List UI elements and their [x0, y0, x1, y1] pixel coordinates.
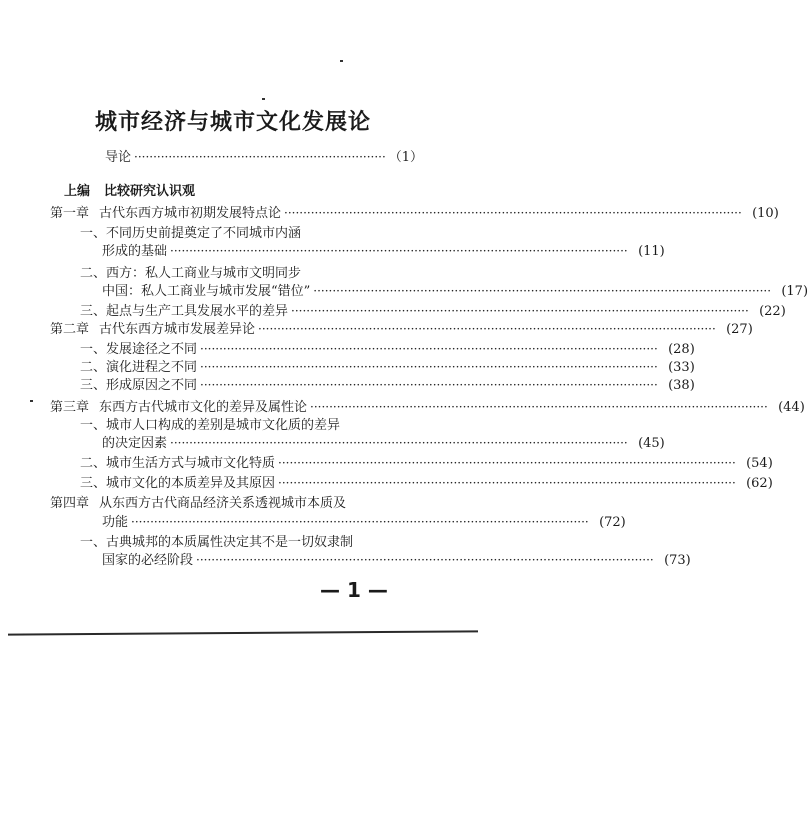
toc-leader-dots: ························································································································ — [278, 476, 736, 490]
toc-entry-number: 第三章 — [50, 400, 90, 415]
toc-entry-title: 古典城邦的本质属性决定其不是一切奴隶制 — [106, 535, 354, 550]
toc-intro-row — [105, 146, 424, 165]
toc-entry-title: 形成原因之不同 — [106, 378, 198, 393]
toc-intro-page: （1） — [388, 150, 424, 165]
toc-entry-page: (28) — [668, 342, 695, 357]
toc-entry-title: 中国：私人工商业与城市发展“错位” — [102, 284, 311, 299]
toc-entry-page: (54) — [746, 456, 773, 471]
section-heading — [64, 180, 195, 199]
toc-entry-number: 一、 — [80, 226, 107, 241]
toc-chapter-row — [50, 396, 805, 415]
toc-chapter-row — [50, 202, 779, 221]
toc-section-row — [102, 280, 808, 299]
toc-entry-title: 从东西方古代商品经济关系透视城市本质及 — [99, 496, 347, 511]
toc-entry-title: 城市人口构成的差别是城市文化质的差异 — [106, 418, 341, 433]
toc-entry-number: 二、 — [80, 360, 107, 375]
toc-entry-number: 第四章 — [50, 496, 90, 511]
toc-entry-number: 三、 — [80, 476, 107, 491]
toc-section-row — [80, 356, 695, 375]
toc-leader-dots: ························································································································ — [278, 456, 736, 470]
toc-leader-dots: ························································································································ — [200, 342, 658, 356]
toc-section-row — [80, 262, 385, 280]
toc-section-row — [102, 432, 665, 451]
toc-entry-title: 城市文化的本质差异及其原因 — [106, 476, 276, 491]
toc-section-row — [102, 549, 691, 568]
toc-entry-title: 城市生活方式与城市文化特质 — [106, 456, 276, 471]
toc-leader-dots: ························································································································ — [313, 284, 772, 298]
toc-entry-number: 三、 — [80, 304, 107, 319]
toc-entry-title: 发展途径之不同 — [106, 342, 198, 357]
toc-entry-title: 不同历史前提奠定了不同城市内涵 — [106, 226, 302, 241]
toc-entry-title: 起点与生产工具发展水平的差异 — [106, 304, 289, 319]
toc-leader-dots: ························································································································ — [170, 244, 628, 258]
toc-leader-dots: ························································································································ — [310, 400, 768, 414]
toc-entry-title: 东西方古代城市文化的差异及属性论 — [99, 400, 308, 415]
toc-leader-dots: ························································································································ — [131, 515, 589, 529]
toc-entry-number: 一、 — [80, 418, 107, 433]
toc-entry-number: 二、 — [80, 456, 107, 471]
toc-entry-page: (72) — [599, 515, 626, 530]
toc-entry-title: 西方：私人工商业与城市文明同步 — [106, 266, 302, 281]
toc-leader-dots: ························································································································ — [291, 304, 749, 318]
toc-section-row — [80, 374, 695, 393]
toc-section-row — [102, 511, 626, 530]
section-name: 比较研究认识观 — [104, 184, 196, 199]
toc-entry-page: (10) — [752, 206, 779, 221]
book-title: 城市经济与城市文化发展论 — [95, 109, 372, 135]
toc-entry-page: (38) — [668, 378, 695, 393]
toc-entry-number: 三、 — [80, 378, 107, 393]
toc-leader-dots: ························································································································ — [284, 206, 742, 220]
toc-intro-label: 导论 — [105, 150, 132, 165]
toc-entry-page: (17) — [781, 284, 808, 299]
toc-entry-page: (44) — [778, 400, 805, 415]
toc-section-row — [80, 338, 695, 357]
toc-leader-dots: ························································································································ — [258, 322, 716, 336]
toc-entry-title: 古代东西方城市发展差异论 — [99, 322, 256, 337]
toc-section-row — [80, 414, 385, 432]
toc-section-row — [102, 240, 665, 259]
toc-entry-number: 第一章 — [50, 206, 90, 221]
section-part: 上编 — [64, 184, 91, 199]
scan-speck — [262, 98, 265, 100]
toc-entry-page: (73) — [664, 553, 691, 568]
toc-leader-dots: ························································································································ — [196, 553, 654, 567]
toc-entry-page: (33) — [668, 360, 695, 375]
toc-leader-dots: ························································································································ — [200, 378, 658, 392]
toc-section-row — [80, 452, 773, 471]
toc-entry-page: (62) — [746, 476, 773, 491]
toc-entry-title: 形成的基础 — [102, 244, 168, 259]
toc-chapter-row — [50, 492, 385, 510]
toc-entry-title: 功能 — [102, 515, 129, 530]
toc-chapter-row — [50, 318, 753, 337]
toc-section-row — [80, 472, 773, 491]
toc-leader-dots: ························································································································ — [170, 436, 628, 450]
toc-entry-page: (22) — [759, 304, 786, 319]
toc-leader-dots: ························································································································ — [200, 360, 658, 374]
toc-section-row — [80, 300, 786, 319]
toc-leader-dots: ·································································· — [134, 150, 386, 164]
toc-entry-title: 国家的必经阶段 — [102, 553, 194, 568]
toc-entry-page: (27) — [726, 322, 753, 337]
toc-entry-title: 演化进程之不同 — [106, 360, 198, 375]
page-number: — 1 — — [320, 578, 388, 602]
scan-speck — [30, 400, 33, 402]
toc-entry-title: 的决定因素 — [102, 436, 168, 451]
toc-entry-page: (45) — [638, 436, 665, 451]
toc-section-row — [80, 222, 385, 240]
toc-entry-number: 一、 — [80, 535, 107, 550]
scan-speck — [340, 60, 343, 62]
toc-entry-title: 古代东西方城市初期发展特点论 — [99, 206, 282, 221]
bottom-rule — [8, 630, 478, 635]
toc-entry-number: 二、 — [80, 266, 107, 281]
toc-entry-page: (11) — [638, 244, 665, 259]
toc-entry-number: 一、 — [80, 342, 107, 357]
toc-entry-number: 第二章 — [50, 322, 90, 337]
toc-section-row — [80, 531, 385, 549]
